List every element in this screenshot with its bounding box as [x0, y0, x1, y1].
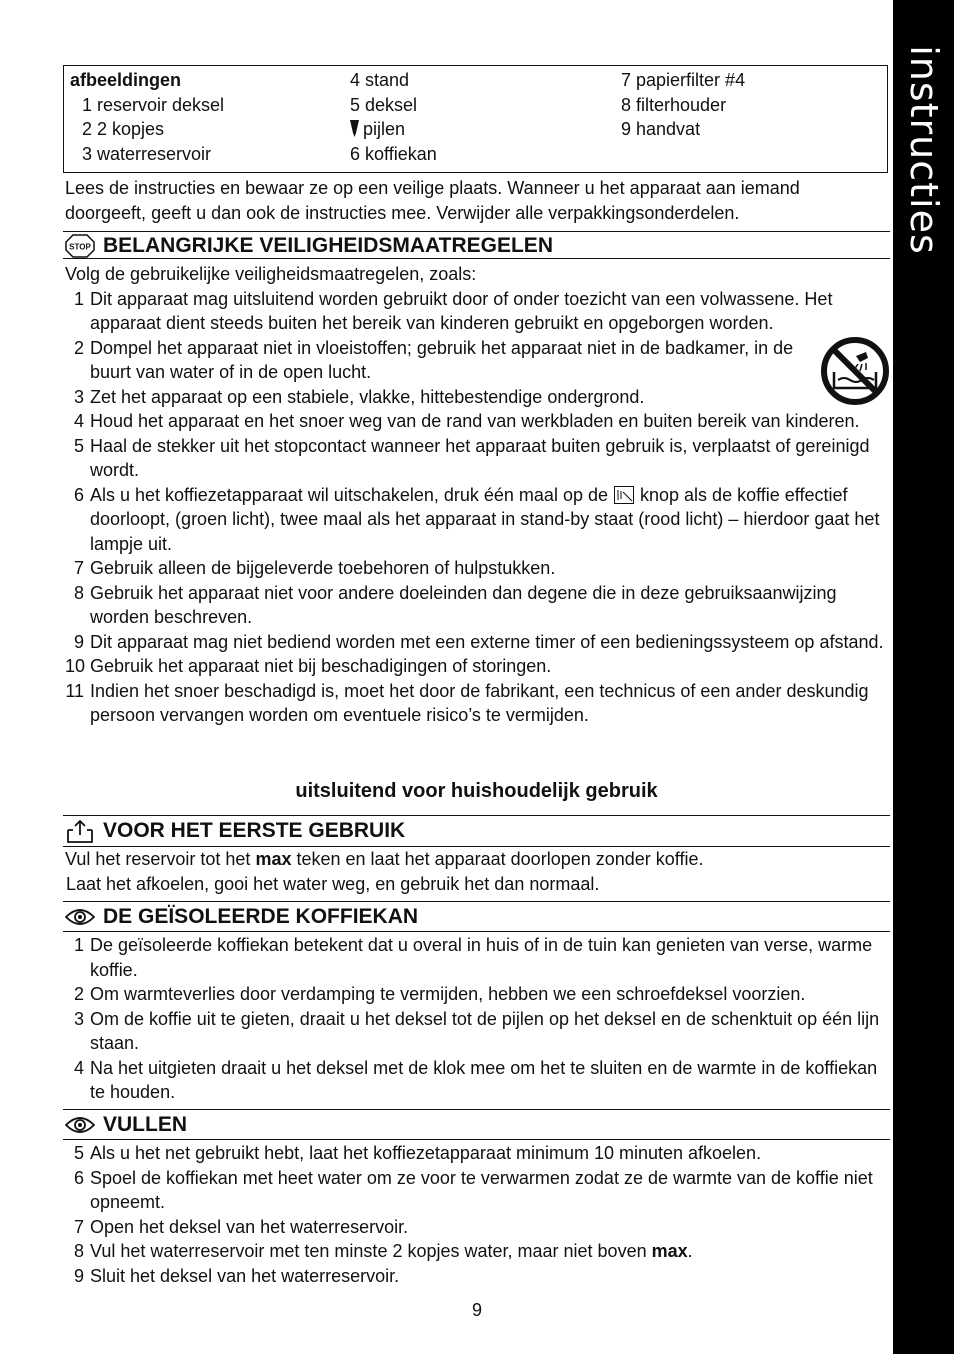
eye-icon — [65, 906, 95, 928]
safety-lead: Volg de gebruikelijke veiligheidsmaatregelen, zoals: — [65, 264, 477, 284]
part-item: 7 papierfilter #4 — [621, 70, 746, 90]
svg-text:STOP: STOP — [69, 242, 91, 252]
parts-legend — [63, 65, 888, 173]
stop-icon — [65, 234, 95, 258]
list-item: 9 Sluit het deksel van het waterreservoir. — [73, 1265, 400, 1286]
first-use-line: Laat het afkoelen, gooi het water weg, en gebruik het dan normaal. — [66, 873, 600, 894]
list-item: 6 Als u het koffiezetapparaat wil uitschakelen, druk één maal op de knop als de koffie effectief doorloopt, (groen licht), twee maal als het apparaat in stand-by staat (rood licht) – hierdoor gaat het lampje uit. — [73, 484, 880, 554]
part-item: 5 deksel — [350, 94, 418, 115]
part-item: 4 stand — [350, 70, 410, 90]
list-item: 7 Gebruik alleen de bijgeleverde toebehoren of hulpstukken. — [73, 558, 556, 578]
power-button-icon — [614, 486, 634, 504]
household-note: uitsluitend voor huishoudelijk gebruik — [295, 780, 658, 802]
part-item: 1 reservoir deksel — [82, 94, 225, 115]
part-item: 3 waterreservoir — [82, 143, 212, 164]
list-item: 9 Dit apparaat mag niet bediend worden met een externe timer of een bedieningssysteem op afstand. — [73, 631, 884, 652]
list-item: 5 Als u het net gebruikt hebt, laat het koffiezetapparaat minimum 10 minuten afkoelen. — [73, 1143, 762, 1163]
part-item: 6 koffiekan — [350, 143, 437, 164]
section-title: VULLEN — [103, 1113, 187, 1136]
intro-text: Lees de instructies en bewaar ze op een veilige plaats. Wanneer u het apparaat aan iemand doorgeeft, geeft u dan ook de instructies mee. Verwijder alle verpakkingsonderdelen. — [65, 178, 800, 223]
no-water-icon — [820, 336, 890, 406]
list-item: 6 Spoel de koffiekan met heet water om ze voor te verwarmen zodat ze de warmte van de koffie niet opneemt. — [73, 1167, 873, 1212]
first-use-line: Vul het reservoir tot het max teken en laat het apparaat doorlopen zonder koffie. — [65, 849, 704, 869]
list-item: 1 De geïsoleerde koffiekan betekent dat u overal in huis of in de tuin kan genieten van verse, warme koffie. — [73, 935, 873, 980]
parts-title: afbeeldingen — [70, 70, 182, 90]
section-title: VOOR HET EERSTE GEBRUIK — [103, 819, 406, 842]
list-item: 4 Na het uitgieten draait u het deksel met de klok mee om het te sluiten en de warmte in de koffiekan te houden. — [73, 1057, 878, 1102]
first-use-text — [65, 847, 885, 896]
list-item: 4 Houd het apparaat en het snoer weg van de rand van werkbladen en buiten bereik van kinderen. — [73, 411, 860, 431]
first-use-icon — [65, 818, 95, 844]
sidebar-label: instructies — [901, 45, 946, 255]
part-item: 8 filterhouder — [621, 94, 727, 115]
section-header-fill — [63, 1109, 890, 1140]
arrow-down-icon — [350, 120, 359, 137]
section-header-carafe — [63, 901, 890, 932]
fill-list — [65, 1141, 885, 1288]
list-item: 7 Open het deksel van het waterreservoir. — [73, 1216, 409, 1237]
list-item: 8 Gebruik het apparaat niet voor andere doeleinden dan degene die in deze gebruiksaanwijzing worden beschreven. — [73, 582, 837, 627]
safety-list — [65, 262, 885, 728]
section-header-safety — [63, 231, 890, 259]
list-item: 5 Haal de stekker uit het stopcontact wanneer het apparaat buiten gebruik is, verplaatst of gereinigd wordt. — [73, 435, 870, 480]
part-item: 2 2 kopjes — [82, 119, 165, 139]
eye-icon — [65, 1114, 95, 1136]
section-title: DE GEÏSOLEERDE KOFFIEKAN — [103, 905, 419, 928]
section-title: BELANGRIJKE VEILIGHEIDSMAATREGELEN — [103, 234, 553, 257]
list-item: 11 Indien het snoer beschadigd is, moet het door de fabrikant, een technicus of een ander deskundig persoon vervangen worden om eventuele risico’s te vermijden. — [65, 680, 869, 725]
section-header-first-use — [63, 815, 890, 847]
part-item-arrows: pijlen — [350, 117, 437, 142]
part-item: 9 handvat — [621, 119, 701, 139]
list-item: 8 Vul het waterreservoir met ten minste 2 kopjes water, maar niet boven max. — [73, 1241, 693, 1261]
list-item: 2 Om warmteverlies door verdamping te vermijden, hebben we een schroefdeksel voorzien. — [73, 984, 806, 1004]
list-item: 3 Zet het apparaat op een stabiele, vlakke, hittebestendige ondergrond. — [73, 386, 645, 407]
list-item: 3 Om de koffie uit te gieten, draait u het deksel tot de pijlen op het deksel en de schenktuit op één lijn staan. — [73, 1008, 880, 1053]
page-number: 9 — [471, 1300, 482, 1320]
sidebar-tab — [893, 0, 954, 1354]
list-item: 2 Dompel het apparaat niet in vloeistoffen; gebruik het apparaat niet in de badkamer, in de buurt van water of in de open lucht. — [73, 337, 794, 382]
list-item: 1 Dit apparaat mag uitsluitend worden gebruikt door of onder toezicht van een volwassene. Het apparaat dient steeds buiten het bereik van kinderen gebruikt en opgeborgen worden. — [73, 288, 833, 333]
carafe-list — [65, 933, 885, 1105]
list-item: 10 Gebruik het apparaat niet bij beschadigingen of storingen. — [65, 656, 552, 676]
